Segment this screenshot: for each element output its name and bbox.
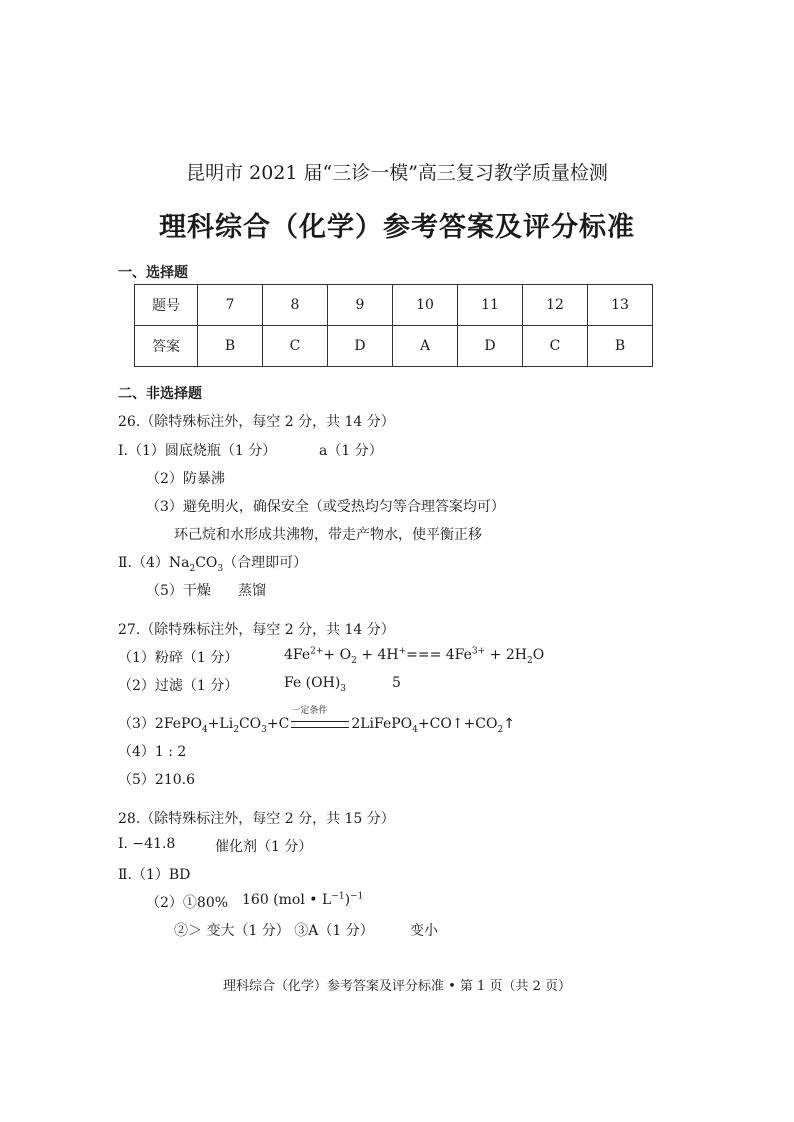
row-label-answer: 答案 bbox=[135, 326, 198, 367]
answer-cell: A bbox=[393, 326, 458, 367]
q26-header: 26.（除特殊标注外，每空 2 分，共 14 分） bbox=[118, 414, 395, 430]
question-number: 8 bbox=[263, 285, 328, 326]
question-number: 9 bbox=[328, 285, 393, 326]
text: +C bbox=[266, 716, 290, 732]
text: +Li bbox=[207, 716, 234, 732]
subscript: 4 bbox=[201, 724, 208, 735]
q26-line5 bbox=[118, 552, 307, 572]
text: ) bbox=[344, 892, 351, 908]
text: + O bbox=[323, 647, 352, 663]
row-label-question: 题号 bbox=[135, 285, 198, 326]
answer-cell: C bbox=[523, 326, 588, 367]
q27-line3 bbox=[118, 706, 515, 735]
superscript: −1 bbox=[331, 891, 345, 902]
q26-line3: （3）避免明火，确保安全（或受热均匀等合理答案均可） bbox=[146, 499, 505, 515]
subscript: 2 bbox=[526, 655, 533, 666]
subscript: 3 bbox=[261, 724, 267, 735]
subscript: 3 bbox=[217, 563, 224, 574]
answer-cell: D bbox=[458, 326, 523, 367]
superscript: + bbox=[398, 646, 407, 657]
q27-equation1 bbox=[284, 646, 545, 666]
q27-line1a: （1）粉碎（1 分） bbox=[118, 650, 239, 666]
text: 4Fe bbox=[284, 647, 311, 663]
answer-cell: C bbox=[263, 326, 328, 367]
subscript: 4 bbox=[412, 724, 418, 735]
question-number: 13 bbox=[588, 285, 653, 326]
text: + 2H bbox=[485, 647, 527, 663]
q26-line1b: a（1 分） bbox=[319, 443, 383, 459]
text: CO bbox=[195, 555, 218, 571]
answer-cell: B bbox=[588, 326, 653, 367]
answer-cell: D bbox=[328, 326, 393, 367]
exam-title: 昆明市 2021 届“三诊一模”高三复习教学质量检测 bbox=[186, 162, 608, 184]
condition-label: 一定条件 bbox=[291, 706, 328, 716]
text: === 4Fe bbox=[406, 647, 472, 663]
section-choice-heading: 一、选择题 bbox=[118, 265, 188, 281]
text: 160 (mol • L bbox=[242, 892, 332, 908]
text: 2LiFePO bbox=[351, 716, 413, 732]
q27-line4: （4）1 : 2 bbox=[118, 744, 187, 760]
q27-line2b bbox=[284, 675, 347, 694]
text: Ⅱ.（4）Na bbox=[118, 555, 190, 571]
text: Fe (OH) bbox=[284, 675, 341, 691]
q28-line3b bbox=[242, 892, 363, 908]
question-number: 7 bbox=[198, 285, 263, 326]
q26-line6b: 蒸馏 bbox=[238, 583, 266, 599]
q28-line1a: Ⅰ. −41.8 bbox=[118, 836, 176, 852]
q26-line6a: （5）干燥 bbox=[146, 583, 211, 599]
question-number: 12 bbox=[523, 285, 588, 326]
subscript: 2 bbox=[189, 563, 196, 574]
superscript: −1 bbox=[350, 891, 364, 902]
q27-line2a: （2）过滤（1 分） bbox=[118, 678, 239, 694]
q28-line2: Ⅱ.（1）BD bbox=[118, 867, 191, 883]
text: （合理即可） bbox=[223, 555, 308, 571]
q28-header: 28.（除特殊标注外，每空 2 分，共 15 分） bbox=[118, 811, 395, 827]
q28-line4b: 变小 bbox=[410, 923, 438, 939]
subscript: 3 bbox=[340, 683, 347, 694]
q26-line1a: Ⅰ.（1）圆底烧瓶（1 分） bbox=[118, 443, 277, 459]
answer-table bbox=[134, 284, 653, 367]
q28-line1b: 催化剂（1 分） bbox=[215, 839, 313, 855]
text: CO bbox=[238, 716, 262, 732]
answer-cell: B bbox=[198, 326, 263, 367]
reaction-condition bbox=[289, 706, 351, 732]
q28-line3a: （2）①80% bbox=[146, 895, 229, 911]
subscript: 2 bbox=[351, 655, 357, 666]
q28-line4a: ②＞ 变大（1 分） ③A（1 分） bbox=[174, 923, 374, 939]
text: （3）2FePO bbox=[118, 716, 202, 732]
table-row-answers bbox=[135, 326, 653, 367]
section-nonchoice-heading: 二、非选择题 bbox=[118, 386, 202, 402]
q27-header: 27.（除特殊标注外，每空 2 分，共 14 分） bbox=[118, 622, 395, 638]
superscript: 3+ bbox=[471, 646, 486, 657]
subscript: 2 bbox=[233, 724, 239, 735]
equals-sign bbox=[291, 721, 349, 728]
text: O bbox=[532, 647, 545, 663]
q27-line2c: 5 bbox=[392, 675, 401, 691]
text: + 4H bbox=[356, 647, 399, 663]
subscript: 2 bbox=[497, 724, 504, 735]
table-row-questions bbox=[135, 285, 653, 326]
q26-line2: （2）防暴沸 bbox=[146, 471, 225, 487]
page-footer: 理科综合（化学）参考答案及评分标准 • 第 1 页（共 2 页） bbox=[222, 979, 571, 994]
superscript: 2+ bbox=[310, 646, 324, 657]
question-number: 11 bbox=[458, 285, 523, 326]
q27-line5: （5）210.6 bbox=[118, 772, 195, 788]
text: +CO↑+CO bbox=[417, 716, 498, 732]
page-title: 理科综合（化学）参考答案及评分标准 bbox=[159, 212, 635, 243]
up-arrow-icon: ↑ bbox=[503, 716, 515, 732]
q26-line4: 环己烷和水形成共沸物，带走产物水，使平衡正移 bbox=[174, 527, 482, 543]
question-number: 10 bbox=[393, 285, 458, 326]
